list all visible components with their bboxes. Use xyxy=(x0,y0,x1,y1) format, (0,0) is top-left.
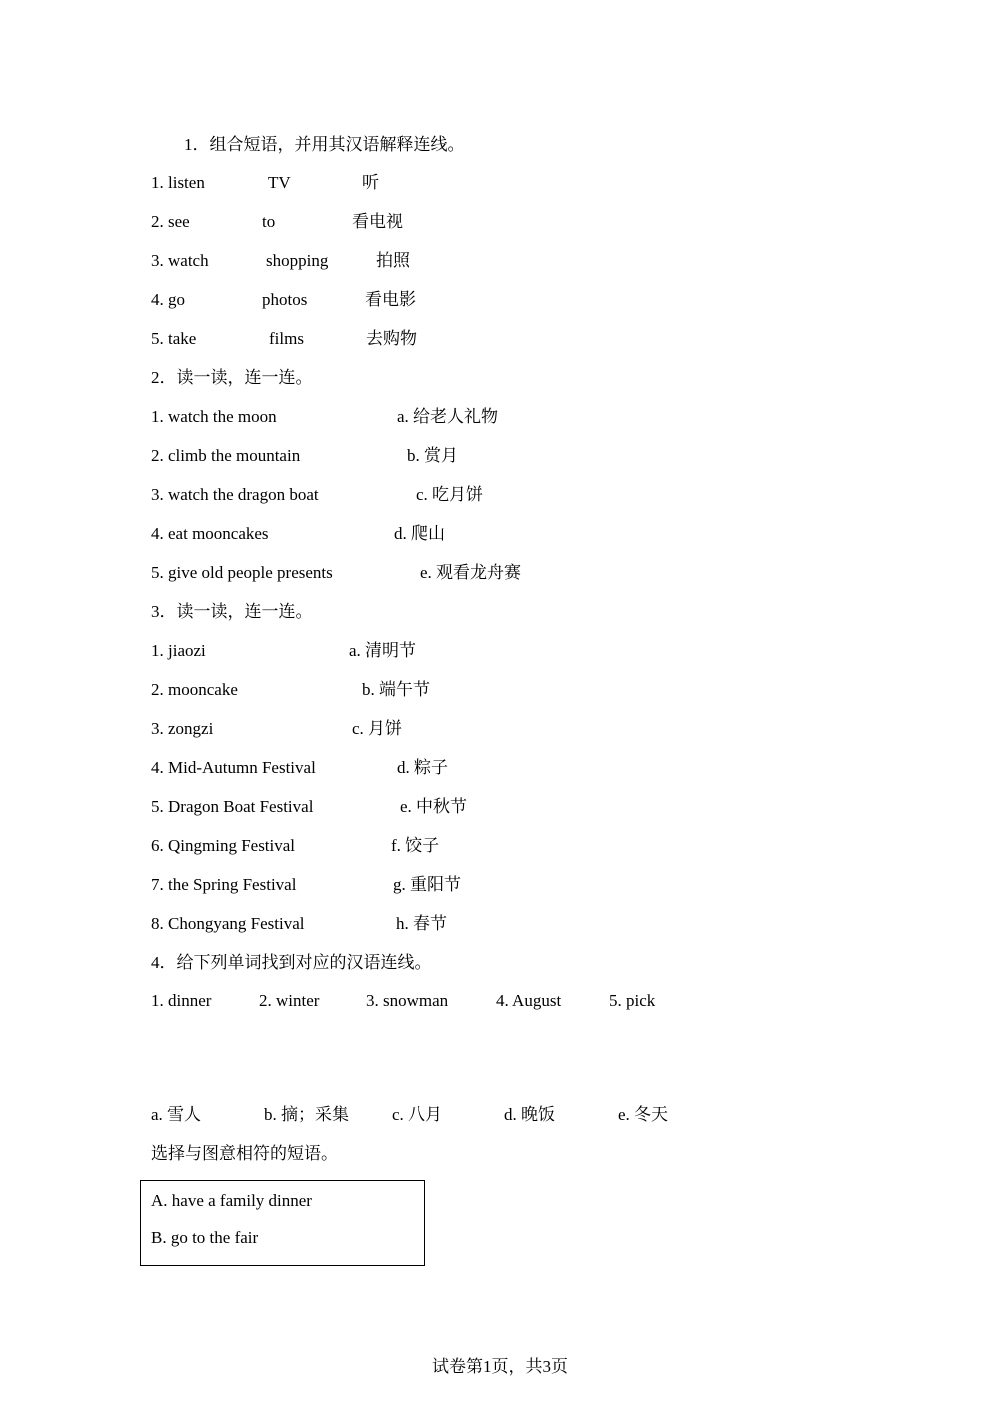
q2-left: 2. climb the mountain xyxy=(151,446,301,465)
q2-left: 3. watch the dragon boat xyxy=(151,485,319,504)
q1-part: TV xyxy=(268,173,291,192)
q3-right: c. 月饼 xyxy=(352,719,403,738)
q3-right: h. 春节 xyxy=(396,914,447,933)
q5-title: 选择与图意相符的短语。 xyxy=(151,1144,338,1163)
q1-part: photos xyxy=(262,290,308,309)
q1-part: films xyxy=(269,329,304,348)
page-footer: 试卷第1页，共3页 xyxy=(432,1357,568,1376)
q3-right: d. 粽子 xyxy=(397,758,448,777)
q2-left: 4. eat mooncakes xyxy=(151,524,269,543)
q1-word: 4. go xyxy=(151,290,185,309)
q4-word: 1. dinner xyxy=(151,991,212,1010)
q3-left: 5. Dragon Boat Festival xyxy=(151,797,314,816)
q4-meaning: d. 晚饭 xyxy=(504,1105,555,1124)
q3-right: b. 端午节 xyxy=(362,680,430,699)
q1-title: 1．组合短语，并用其汉语解释连线。 xyxy=(184,135,465,154)
q2-right: b. 赏月 xyxy=(407,446,458,465)
q2-left: 1. watch the moon xyxy=(151,407,277,426)
q2-left: 5. give old people presents xyxy=(151,563,333,582)
q3-right: f. 饺子 xyxy=(391,836,440,855)
q3-right: g. 重阳节 xyxy=(393,875,461,894)
q4-word: 4. August xyxy=(496,991,562,1010)
q2-right: a. 给老人礼物 xyxy=(397,407,499,426)
q3-title: 3．读一读，连一连。 xyxy=(151,602,313,621)
q1-meaning: 去购物 xyxy=(366,329,417,348)
q1-meaning: 看电影 xyxy=(365,290,416,309)
q2-right: c. 吃月饼 xyxy=(416,485,484,504)
q4-title: 4．给下列单词找到对应的汉语连线。 xyxy=(151,953,432,972)
q1-word: 3. watch xyxy=(151,251,209,270)
q4-word: 3. snowman xyxy=(366,991,449,1010)
option-a: A. have a family dinner xyxy=(151,1191,312,1210)
q4-word: 5. pick xyxy=(609,991,656,1010)
q1-meaning: 听 xyxy=(362,173,379,192)
q3-right: e. 中秋节 xyxy=(400,797,468,816)
q3-left: 1. jiaozi xyxy=(151,641,206,660)
q1-word: 1. listen xyxy=(151,173,205,192)
q1-part: to xyxy=(262,212,276,231)
q1-part: shopping xyxy=(266,251,329,270)
q3-left: 2. mooncake xyxy=(151,680,238,699)
q2-right: e. 观看龙舟赛 xyxy=(420,563,522,582)
q4-meaning: a. 雪人 xyxy=(151,1105,202,1124)
q3-left: 8. Chongyang Festival xyxy=(151,914,305,933)
options-box xyxy=(140,1180,425,1266)
q1-meaning: 看电视 xyxy=(352,212,403,231)
q2-title: 2．读一读，连一连。 xyxy=(151,368,313,387)
q3-left: 7. the Spring Festival xyxy=(151,875,297,894)
q3-right: a. 清明节 xyxy=(349,641,417,660)
q4-word: 2. winter xyxy=(259,991,320,1010)
q2-right: d. 爬山 xyxy=(394,524,445,543)
q1-word: 2. see xyxy=(151,212,190,231)
q4-meaning: b. 摘；采集 xyxy=(264,1105,349,1124)
q3-left: 6. Qingming Festival xyxy=(151,836,296,855)
q4-meaning: e. 冬天 xyxy=(618,1105,669,1124)
q3-left: 4. Mid-Autumn Festival xyxy=(151,758,316,777)
q1-word: 5. take xyxy=(151,329,197,348)
q1-meaning: 拍照 xyxy=(376,251,410,270)
option-b: B. go to the fair xyxy=(151,1228,259,1247)
q4-meaning: c. 八月 xyxy=(392,1105,443,1124)
q3-left: 3. zongzi xyxy=(151,719,214,738)
